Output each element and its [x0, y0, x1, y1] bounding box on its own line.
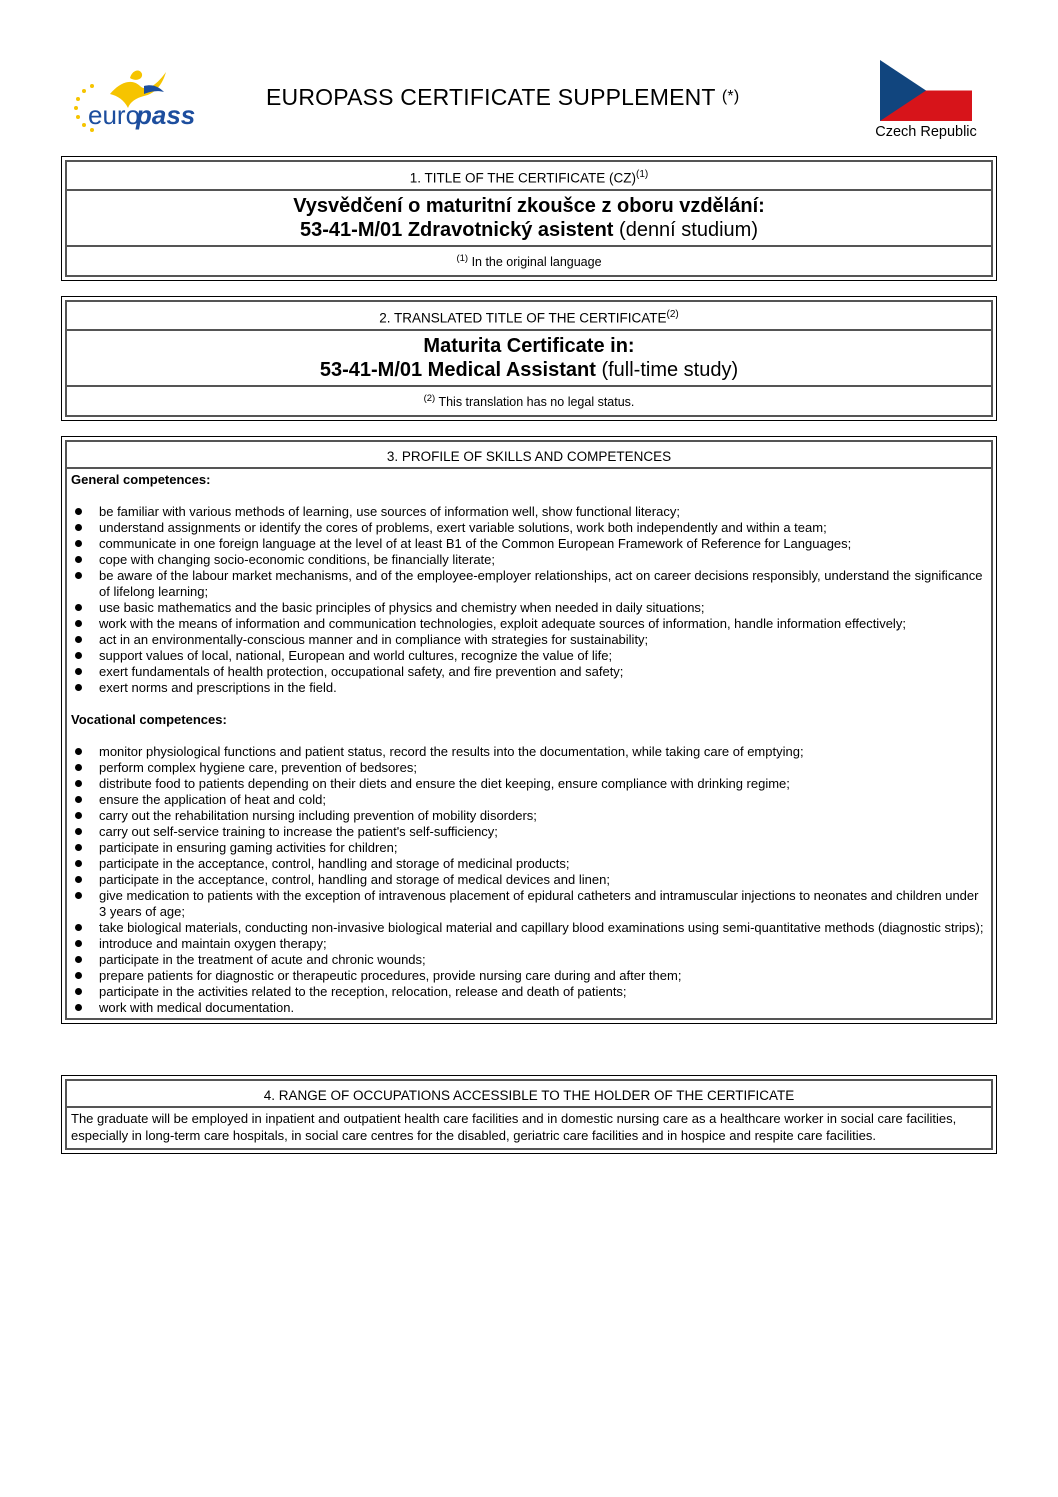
- bullet-icon: [75, 668, 82, 675]
- section-translated-title: [61, 296, 997, 421]
- bullet-icon: [75, 844, 82, 851]
- bullet-icon: [75, 924, 82, 931]
- list-item-text: prepare patients for diagnostic or therapeutic procedures, provide nursing care during and after them;: [99, 968, 682, 983]
- bullet-icon: [75, 524, 82, 531]
- bullet-icon: [75, 876, 82, 883]
- section3-content: [67, 469, 991, 1018]
- bullet-icon: [75, 508, 82, 515]
- bullet-icon: [75, 684, 82, 691]
- list-item-text: act in an environmentally-conscious manner and in compliance with strategies for sustainability;: [99, 632, 649, 647]
- list-item-text: carry out self-service training to increase the patient's self-sufficiency;: [99, 824, 498, 839]
- certificate-title-original: Vysvědčení o maturitní zkoušce z oboru vzdělání: 53-41-M/01 Zdravotnický asistent (denní studium): [67, 191, 991, 247]
- list-item-text: participate in the treatment of acute and chronic wounds;: [99, 952, 426, 967]
- list-item-text: work with medical documentation.: [99, 1000, 295, 1015]
- list-item: [71, 792, 985, 808]
- list-item-text: participate in ensuring gaming activities for children;: [99, 840, 398, 855]
- list-item: [71, 888, 985, 920]
- list-item: [71, 776, 985, 792]
- list-item-text: perform complex hygiene care, prevention of bedsores;: [99, 760, 417, 775]
- bullet-icon: [75, 540, 82, 547]
- list-item-text: cope with changing socio-economic conditions, be financially literate;: [99, 552, 495, 567]
- bullet-icon: [75, 748, 82, 755]
- list-item: [71, 840, 985, 856]
- general-competences-heading: General competences:: [71, 472, 211, 487]
- logo-text-pass: pass: [136, 100, 196, 130]
- bullet-icon: [75, 604, 82, 611]
- list-item: [71, 680, 985, 696]
- list-item-text: be familiar with various methods of learning, use sources of information well, show functional literacy;: [99, 504, 680, 519]
- bullet-icon: [75, 892, 82, 899]
- bullet-icon: [75, 860, 82, 867]
- list-item-text: carry out the rehabilitation nursing including prevention of mobility disorders;: [99, 808, 537, 823]
- list-item: [71, 856, 985, 872]
- list-item: [71, 568, 985, 600]
- list-item-text: understand assignments or identify the cores of problems, exert variable solutions, work both independently and within a team;: [99, 520, 827, 535]
- list-item: [71, 664, 985, 680]
- list-item-text: give medication to patients with the exception of intravenous placement of epidural catheters and intramuscular injections to neonates and children under 3 years of age;: [99, 888, 979, 919]
- general-competences-list: [71, 504, 985, 696]
- document-title-note: (*): [721, 88, 740, 105]
- bullet-icon: [75, 556, 82, 563]
- section1-heading: 1. TITLE OF THE CERTIFICATE (CZ)$^{(1)}$: [67, 162, 991, 191]
- list-item: [71, 984, 985, 1000]
- certificate-title-translated: Maturita Certificate in: 53-41-M/01 Medical Assistant (full-time study): [67, 331, 991, 387]
- vocational-competences-heading: Vocational competences:: [71, 712, 227, 727]
- bullet-icon: [75, 988, 82, 995]
- list-item-text: exert norms and prescriptions in the field.: [99, 680, 337, 695]
- document-title-text: EUROPASS CERTIFICATE SUPPLEMENT: [266, 84, 716, 110]
- list-item-text: take biological materials, conducting non-invasive biological material and capillary blood examinations using semi-quantitative methods (diagnostic strips);: [99, 920, 984, 935]
- list-item: [71, 824, 985, 840]
- list-item-text: participate in the acceptance, control, handling and storage of medicinal products;: [99, 856, 570, 871]
- document-title: [266, 84, 739, 111]
- bullet-icon: [75, 956, 82, 963]
- list-item: [71, 936, 985, 952]
- bullet-icon: [75, 620, 82, 627]
- list-item: [71, 968, 985, 984]
- bullet-icon: [75, 652, 82, 659]
- list-item-text: communicate in one foreign language at the level of at least B1 of the Common European Framework of Reference for Languages;: [99, 536, 852, 551]
- section-occupations: [61, 1075, 997, 1154]
- section2-footnote: $^{(2)}$ This translation has no legal status.: [423, 392, 635, 409]
- bullet-icon: [75, 572, 82, 579]
- bullet-icon: [75, 972, 82, 979]
- list-item: [71, 520, 985, 536]
- list-item-text: distribute food to patients depending on their diets and ensure the diet keeping, ensure compliance with drinking regime;: [99, 776, 790, 791]
- section-skills-competences: [61, 436, 997, 1024]
- bullet-icon: [75, 764, 82, 771]
- section3-heading: 3. PROFILE OF SKILLS AND COMPETENCES: [67, 442, 991, 469]
- list-item-text: use basic mathematics and the basic principles of physics and chemistry when needed in daily situations;: [99, 600, 705, 615]
- europass-logo: [70, 64, 205, 136]
- occupations-text: The graduate will be employed in inpatient and outpatient health care facilities and in domestic nursing care as a healthcare worker in social care facilities, especially in long-term care hospitals, in social care centres for the disabled, geriatric care facilities and in hospice and respite care facilities.: [71, 1111, 957, 1143]
- bullet-icon: [75, 636, 82, 643]
- list-item-text: introduce and maintain oxygen therapy;: [99, 936, 327, 951]
- country-name: Czech Republic: [875, 124, 977, 140]
- vocational-competences-list: [71, 744, 985, 1016]
- list-item: [71, 872, 985, 888]
- list-item: [71, 616, 985, 632]
- page-header: [0, 0, 1058, 150]
- section2-heading: 2. TRANSLATED TITLE OF THE CERTIFICATE$^{(2)}$: [67, 302, 991, 331]
- bullet-icon: [75, 796, 82, 803]
- bullet-icon: [75, 1004, 82, 1011]
- bullet-icon: [75, 812, 82, 819]
- list-item: [71, 760, 985, 776]
- list-item: [71, 952, 985, 968]
- section4-heading: 4. RANGE OF OCCUPATIONS ACCESSIBLE TO THE HOLDER OF THE CERTIFICATE: [67, 1081, 991, 1108]
- list-item-text: participate in the acceptance, control, handling and storage of medical devices and linen;: [99, 872, 610, 887]
- list-item: [71, 600, 985, 616]
- list-item: [71, 808, 985, 824]
- list-item: [71, 504, 985, 520]
- list-item: [71, 744, 985, 760]
- list-item: [71, 632, 985, 648]
- list-item-text: ensure the application of heat and cold;: [99, 792, 326, 807]
- list-item-text: participate in the activities related to the reception, relocation, release and death of patients;: [99, 984, 627, 999]
- list-item: [71, 920, 985, 936]
- section1-footnote: $^{(1)}$ In the original language: [456, 252, 602, 269]
- list-item: [71, 1000, 985, 1016]
- list-item-text: work with the means of information and communication technologies, exploit adequate sources of information, handle information effectively;: [99, 616, 906, 631]
- list-item-text: monitor physiological functions and patient status, record the results into the documentation, while taking care of emptying;: [99, 744, 804, 759]
- czech-flag-icon: [880, 60, 972, 121]
- logo-text-euro: euro: [88, 100, 141, 130]
- list-item-text: support values of local, national, European and world cultures, recognize the value of life;: [99, 648, 613, 663]
- list-item-text: exert fundamentals of health protection, occupational safety, and fire prevention and safety;: [99, 664, 624, 679]
- list-item-text: be aware of the labour market mechanisms, and of the employee-employer relationships, act on career decisions responsibly, understand the significance of lifelong learning;: [99, 568, 983, 599]
- list-item: [71, 552, 985, 568]
- bullet-icon: [75, 828, 82, 835]
- list-item: [71, 648, 985, 664]
- bullet-icon: [75, 940, 82, 947]
- section-title-original: [61, 156, 997, 281]
- list-item: [71, 536, 985, 552]
- bullet-icon: [75, 780, 82, 787]
